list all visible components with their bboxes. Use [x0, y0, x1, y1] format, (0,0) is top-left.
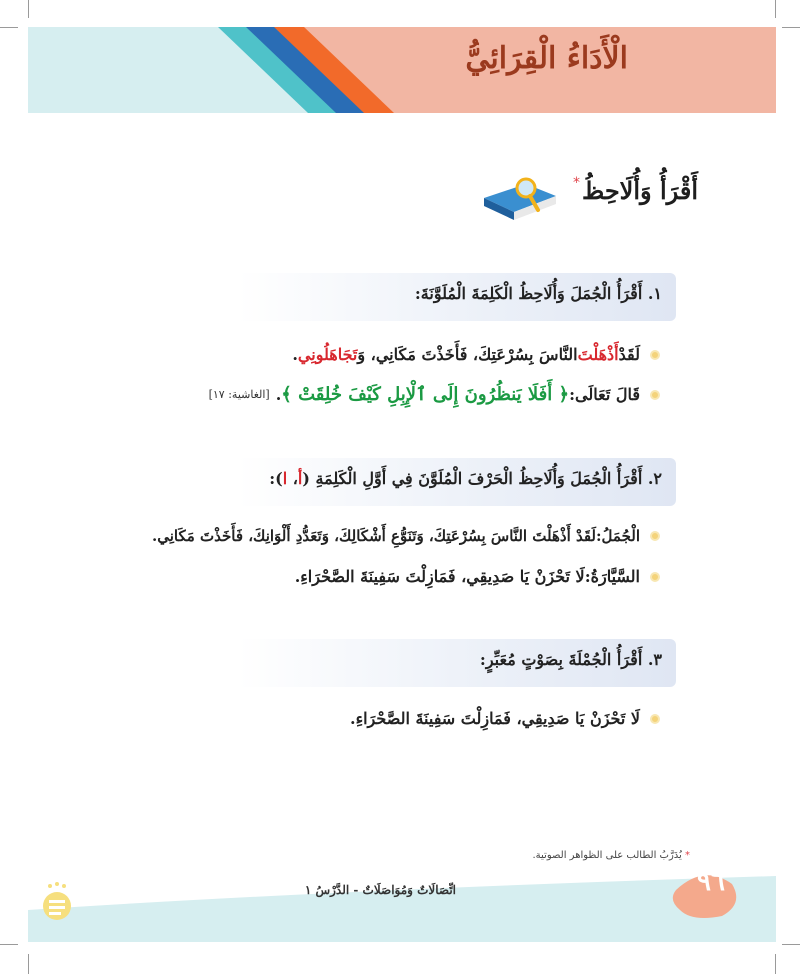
crop-mark — [775, 954, 776, 974]
heading-text: ): — [269, 469, 283, 488]
bullet-icon — [650, 350, 660, 360]
lesson-reference: اتِّصَالَاتٌ وَمُوَاصَلَاتٌ - الدَّرْسُ ١ — [304, 883, 456, 897]
crop-mark — [782, 944, 800, 945]
line-label: الْجُمَلُ: — [596, 527, 640, 545]
footer-band — [28, 870, 776, 942]
quran-verse: ﴿ أَفَلَا يَنظُرُونَ إِلَى ٱلْإِبِلِ كَيْفَ خُلِقَتْ ﴾ — [281, 384, 570, 405]
section-1-header — [238, 273, 676, 321]
list-item — [350, 709, 660, 728]
line-label: السَّيَّارَةُ: — [584, 567, 640, 586]
footnote-text: يُدَرَّبُ الطالب على الظواهر الصوتية. — [532, 850, 682, 861]
footnote-star: * — [685, 850, 690, 861]
bullet-icon — [650, 714, 660, 724]
footnote-star: * — [573, 174, 581, 191]
book-magnifier-icon — [480, 176, 560, 224]
heading-text: ٢. أَقْرَأُ الْجُمَلَ وَأُلَاحِظُ الْحَرْفَ الْمُلَوَّنَ فِي أَوَّلِ الْكَلِمَةِ ( — [302, 469, 662, 488]
list-item — [209, 384, 660, 405]
section-1-heading: ١. أَقْرَأُ الْجُمَلَ وَأُلَاحِظُ الْكَلِمَةَ الْمُلَوَّنَةَ: — [414, 284, 662, 303]
line-text: لَا تَحْزَنْ يَا صَدِيقِي، فَمَازِلْتَ سَفِينَةَ الصَّحْرَاءِ. — [350, 709, 640, 728]
bullet-icon — [650, 390, 660, 400]
bullet-icon — [650, 531, 660, 541]
observe-title: أَقْرَأُ وَأُلَاحِظُ — [582, 176, 698, 205]
list-item — [295, 567, 660, 586]
bullet-icon — [650, 572, 660, 582]
highlight-word: أَذْهَلْتَ — [577, 345, 619, 364]
publisher-logo-icon — [40, 880, 74, 924]
crop-mark — [782, 27, 800, 28]
crop-mark — [0, 27, 18, 28]
highlight-word: تَجَاهَلُونِي — [297, 345, 358, 364]
crop-mark — [28, 0, 29, 18]
line-text: النَّاسَ بِسُرْعَتِكَ، فَأَخَذْتَ مَكَانِي، وَ — [357, 345, 578, 364]
line-text: قَالَ تَعَالَى: — [569, 385, 640, 404]
line-text: لَقَدْ — [618, 345, 640, 364]
crop-mark — [775, 0, 776, 18]
crop-mark — [0, 944, 18, 945]
page-number: ٩٦ — [697, 867, 725, 897]
observe-heading — [573, 176, 698, 205]
list-item — [292, 345, 660, 364]
header-banner — [28, 27, 776, 113]
section-3-heading: ٣. أَقْرَأُ الْجُمْلَةَ بِصَوْتٍ مُعَبِّرٍ: — [479, 650, 662, 669]
page-title: الْأَدَاءُ الْقِرَائِيُّ — [465, 41, 628, 76]
line-text: لَقَدْ أَذْهَلْتَ النَّاسَ بِسُرْعَتِكَ، وَتَنَوُّعِ أَشْكَالِكَ، وَتَعَدُّدِ أَلْوَانِكَ، فَأَخَذْتَ مَكَانِي. — [151, 527, 596, 545]
line-text: لَا تَحْزَنْ يَا صَدِيقِي، فَمَازِلْتَ سَفِينَةَ الصَّحْرَاءِ. — [294, 567, 585, 586]
banner-stripes — [28, 27, 776, 113]
list-item — [152, 527, 660, 545]
line-text: . — [292, 345, 298, 364]
heading-text: ، — [287, 469, 298, 488]
verse-reference: [الغاشية: ١٧] — [208, 388, 270, 401]
section-2-heading — [269, 469, 662, 488]
highlight-letter: أ — [297, 469, 303, 488]
crop-mark — [28, 954, 29, 974]
line-text: . — [275, 385, 282, 404]
highlight-letter: ا — [282, 469, 288, 488]
footnote — [533, 850, 691, 861]
section-3-header — [238, 639, 676, 687]
section-2-header — [238, 458, 676, 506]
